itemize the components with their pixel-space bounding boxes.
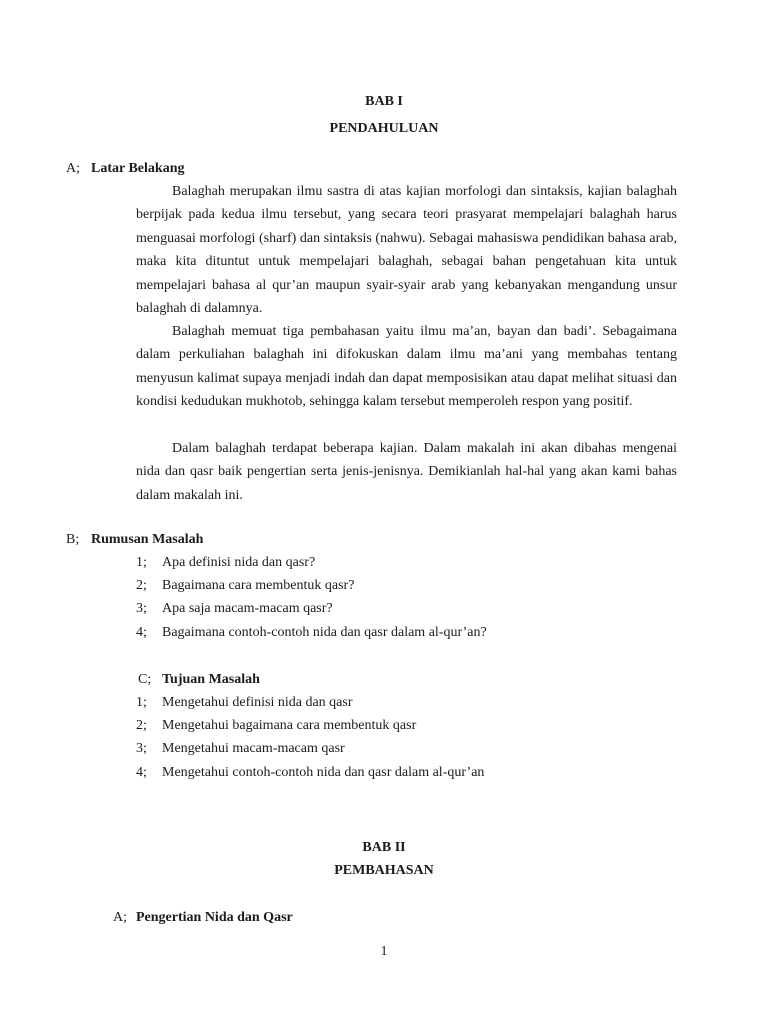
list-text: Mengetahui macam-macam qasr xyxy=(162,741,345,756)
list-text: Bagaimana contoh-contoh nida dan qasr dalam al-qur’an? xyxy=(162,625,487,640)
list-item xyxy=(136,741,345,765)
list-item xyxy=(136,555,315,579)
list-text: Mengetahui definisi nida dan qasr xyxy=(162,695,353,710)
list-item xyxy=(136,625,487,649)
chapter-2-subtitle: PEMBAHASAN xyxy=(334,863,434,878)
section-2a-heading: Pengertian Nida dan Qasr xyxy=(136,910,293,925)
chapter-2-title: BAB II xyxy=(362,840,406,855)
paragraph-1: Balaghah merupakan ilmu sastra di atas kajian morfologi dan sintaksis, kajian balaghah berpijak pada kedua ilmu tersebut, yang secara teori prasyarat mempelajari balaghah harus menguasai morfologi (sharf) dan sintaksis (nahwu). Sebagai mahasiswa pendidikan bahasa arab, maka kita dituntut untuk mempelajari balaghah, sebagai bahan pengetahuan kita untuk mempelajari bahasa al qur’an maupun syair-syair arab yang kebanyakan mengandung unsur balaghah di dalamnya. xyxy=(136,184,677,317)
chapter-subtitle: PENDAHULUAN xyxy=(329,121,439,136)
page-number: 1 xyxy=(380,944,388,959)
paragraph-3: Dalam balaghah terdapat beberapa kajian. Dalam makalah ini akan dibahas mengenai nida dan qasr baik pengertian serta jenis-jenisnya. Demikianlah hal-hal yang akan kami bahas dalam makalah ini. xyxy=(136,441,677,503)
list-text: Apa saja macam-macam qasr? xyxy=(162,601,333,616)
list-number: 2; xyxy=(136,578,147,593)
list-number: 4; xyxy=(136,625,147,640)
chapter-title: BAB I xyxy=(365,94,403,109)
list-text: Mengetahui contoh-contoh nida dan qasr dalam al-qur’an xyxy=(162,765,485,780)
section-2a-marker: A; xyxy=(113,910,127,925)
list-text: Mengetahui bagaimana cara membentuk qasr xyxy=(162,718,417,733)
list-item xyxy=(136,601,333,625)
section-c-marker: C; xyxy=(138,672,152,687)
paragraph-2: Balaghah memuat tiga pembahasan yaitu ilmu ma’an, bayan dan badi’. Sebagaimana dalam perkuliahan balaghah ini difokuskan dalam ilmu ma’ani yang membahas tentang menyusun kalimat supaya menjadi indah dan dapat memposisikan atau dapat melihat situasi dan kondisi kedudukan mukhotob, sehingga kalam tersebut memperoleh respon yang positif. xyxy=(136,324,677,410)
section-c-heading: Tujuan Masalah xyxy=(162,672,260,687)
list-text: Apa definisi nida dan qasr? xyxy=(162,555,316,570)
list-text: Bagaimana cara membentuk qasr? xyxy=(162,578,355,593)
section-a-marker: A; xyxy=(66,161,80,176)
list-item xyxy=(136,765,484,789)
list-number: 1; xyxy=(136,695,147,710)
list-number: 3; xyxy=(136,601,147,616)
section-b-marker: B; xyxy=(66,532,80,547)
list-number: 2; xyxy=(136,718,147,733)
list-item xyxy=(136,695,353,719)
list-item xyxy=(136,578,354,602)
section-b-heading: Rumusan Masalah xyxy=(91,532,204,547)
section-a-heading: Latar Belakang xyxy=(91,161,185,176)
list-number: 3; xyxy=(136,741,147,756)
list-number: 1; xyxy=(136,555,147,570)
list-number: 4; xyxy=(136,765,147,780)
list-item xyxy=(136,718,416,742)
